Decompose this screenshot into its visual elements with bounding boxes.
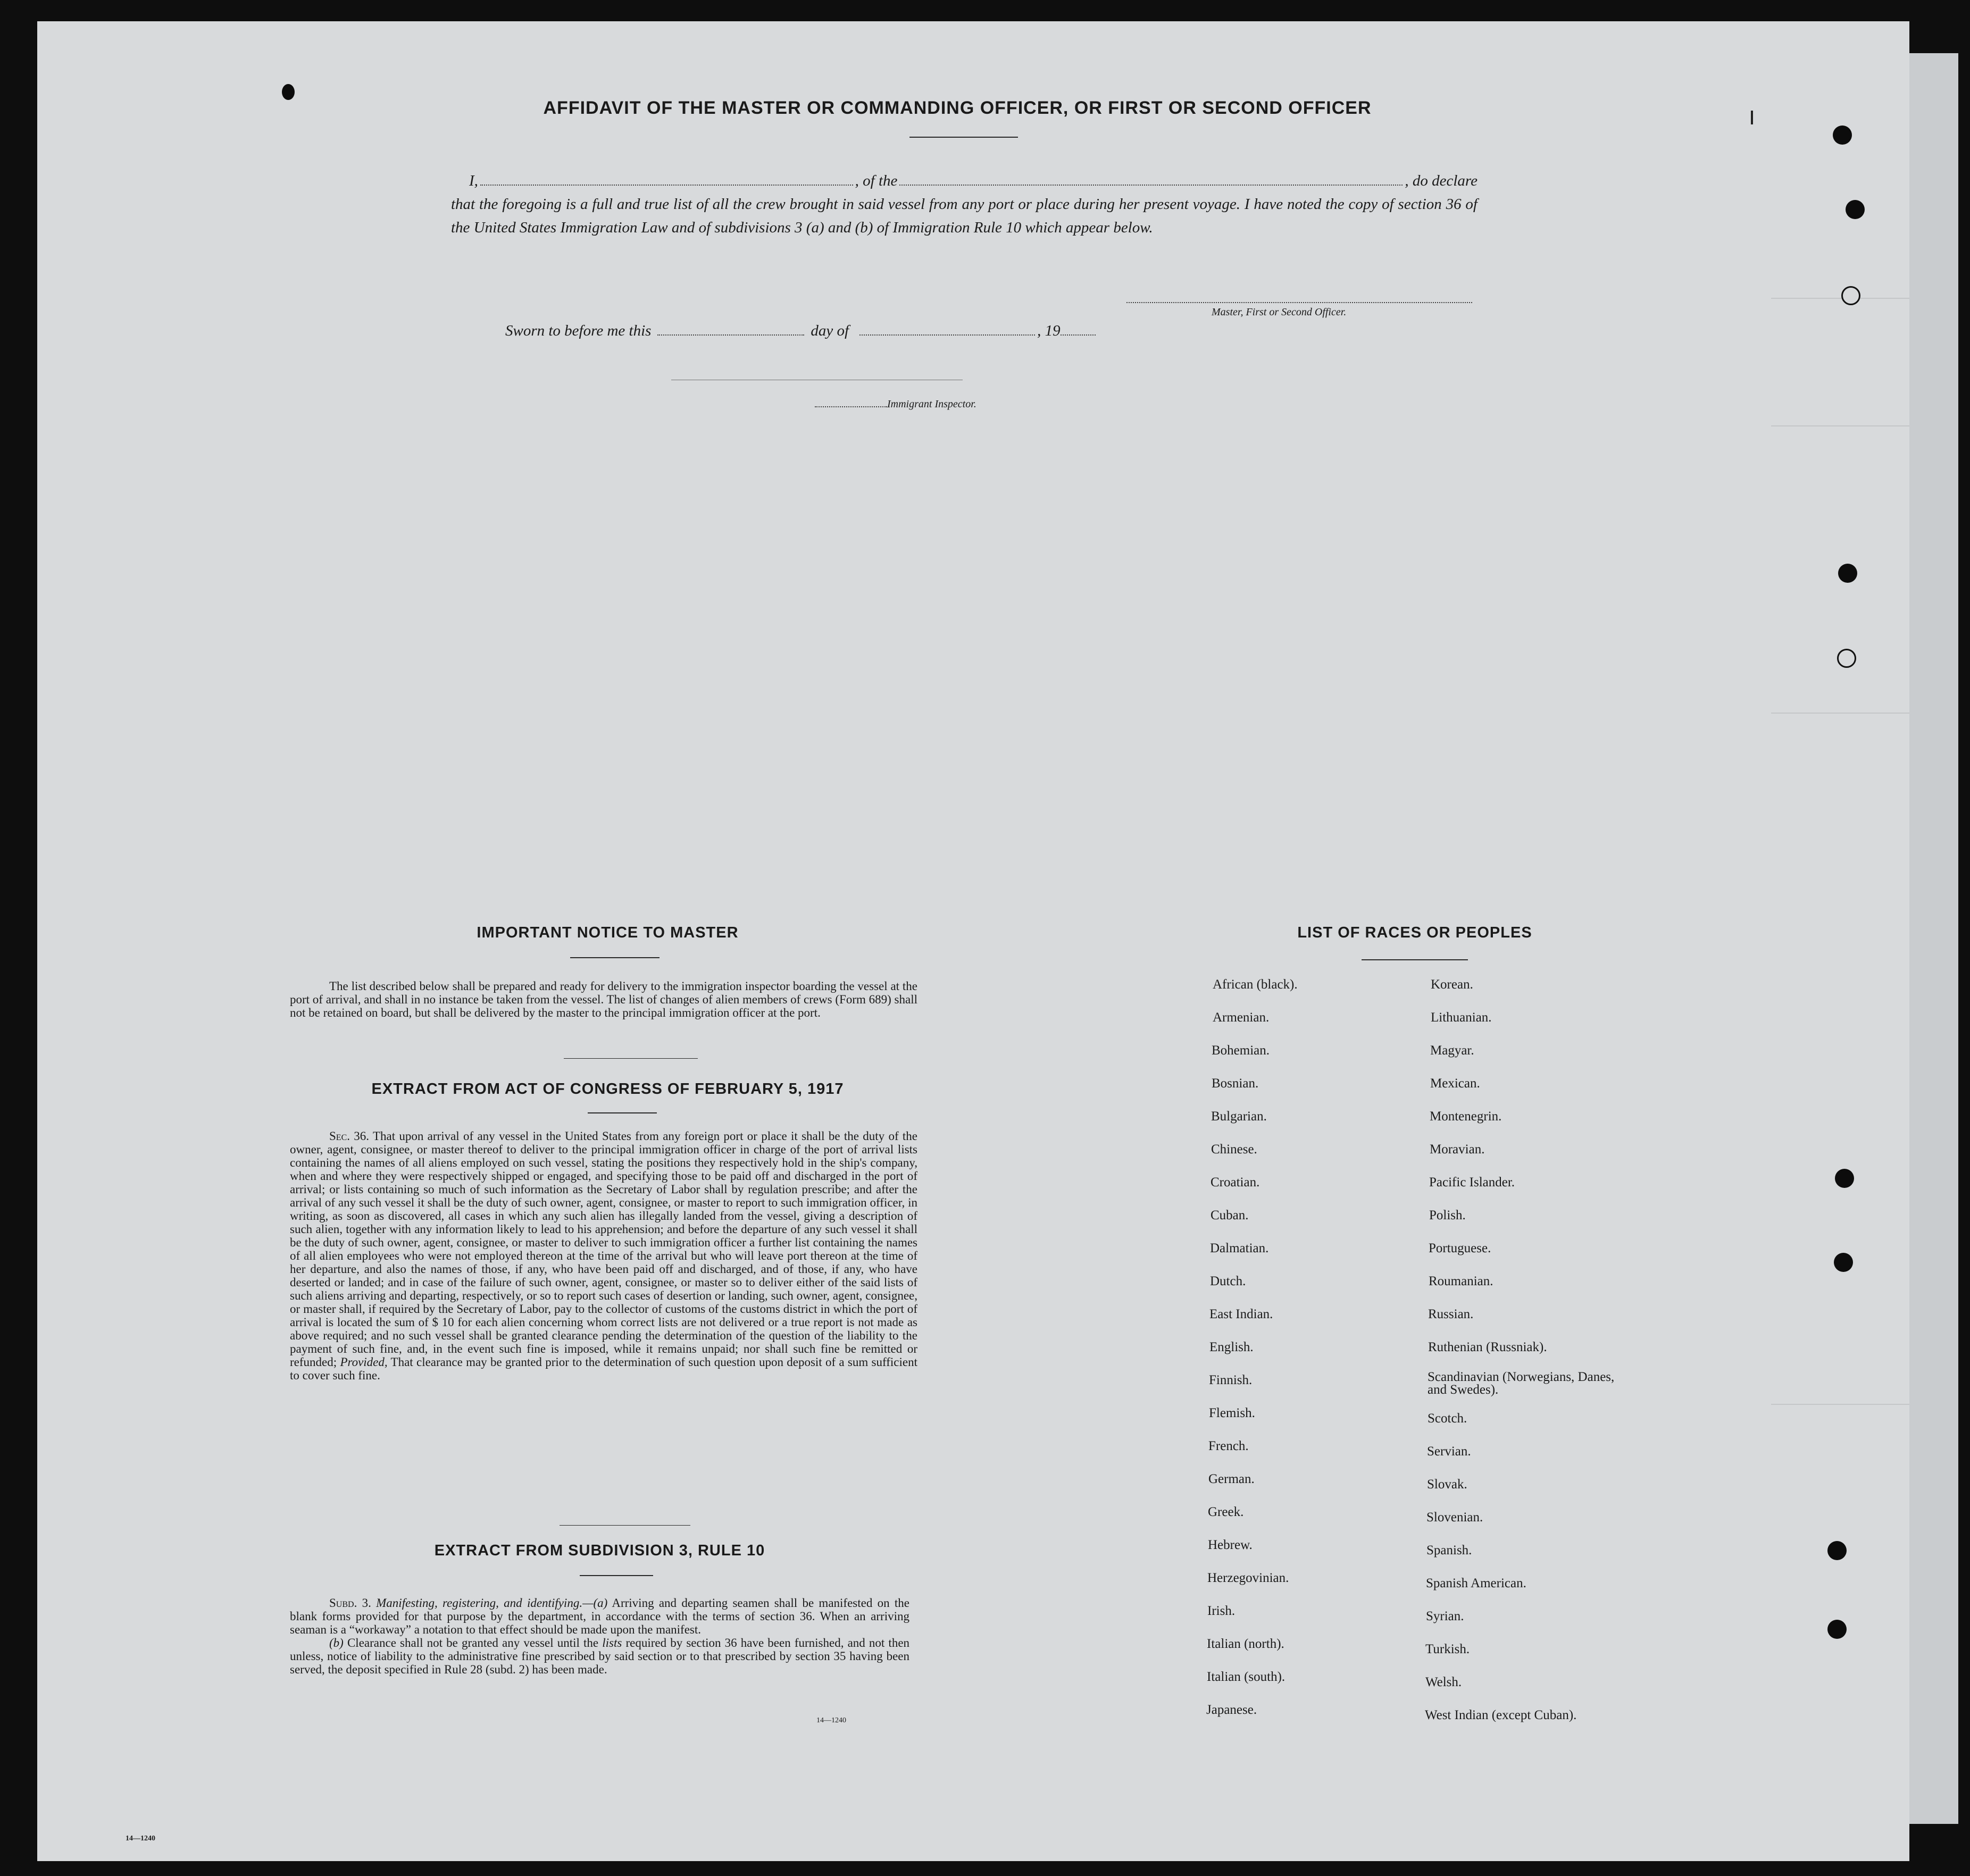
notice-title: IMPORTANT NOTICE TO MASTER xyxy=(477,924,739,941)
vessel-blank[interactable] xyxy=(899,173,1403,186)
race-item-right: Pacific Islander. xyxy=(1429,1175,1515,1190)
inspector-blank[interactable] xyxy=(815,398,887,407)
punch-hole xyxy=(1833,125,1852,145)
rule-rule xyxy=(580,1575,653,1576)
race-item-right: Spanish American. xyxy=(1426,1576,1526,1590)
race-item-right: Turkish. xyxy=(1425,1642,1470,1656)
year-label: , 19 xyxy=(1037,322,1061,339)
affidavit-i-label: I, xyxy=(469,172,478,189)
bleed-line xyxy=(1771,1404,1909,1405)
act-text-block xyxy=(290,1129,917,1382)
punch-hole xyxy=(1827,1541,1847,1560)
race-item-right: Slovak. xyxy=(1427,1477,1467,1492)
punch-hole xyxy=(1834,1253,1853,1272)
race-item-left: Hebrew. xyxy=(1208,1538,1253,1552)
provided-label: Provided, xyxy=(340,1355,388,1369)
race-item-right: Slovenian. xyxy=(1426,1510,1483,1525)
race-item-right: Roumanian. xyxy=(1429,1274,1493,1288)
race-item-left: Finnish. xyxy=(1209,1373,1253,1387)
affidavit-body-text: that the foregoing is a full and true list of all the crew brought in said vessel from any port or place during her present voyage. I have noted the copy of section 36 of the United States Immigration Law and of subdivisions 3 (a) and (b) of Immigration Rule 10 which appear below. xyxy=(451,196,1478,236)
race-item-left: African (black). xyxy=(1213,977,1298,992)
sworn-year-blank[interactable] xyxy=(1061,323,1096,336)
lists-word: lists xyxy=(602,1636,622,1649)
subdivision-label: Subd. 3. xyxy=(329,1596,371,1610)
punch-hole xyxy=(1837,649,1856,668)
bleed-line xyxy=(1771,713,1909,714)
race-item-left: Chinese. xyxy=(1211,1142,1257,1157)
section-label: Sec. 36. xyxy=(329,1129,370,1143)
race-item-left: Japanese. xyxy=(1206,1703,1257,1717)
form-number: 14—1240 xyxy=(816,1716,846,1724)
affidavit-declare-label: , do declare xyxy=(1405,172,1478,189)
punch-hole xyxy=(1827,1620,1847,1639)
races-list xyxy=(1206,977,1632,1732)
punch-hole xyxy=(1838,564,1857,583)
races-rule xyxy=(1362,959,1468,960)
affidavit-statement xyxy=(451,169,1478,239)
race-item-left: Italian (north). xyxy=(1207,1637,1284,1651)
act-text-main: That upon arrival of any vessel in the United States from any foreign port or place it shall be the duty of the owner, agent, consignee, or master thereof to deliver to the principal immigration officer in charge of the port of arrival lists containing the names of all aliens employed on such vessel, stating the positions they respectively hold in the ship's company, when and where they were respectively shipped or engaged, and specifying those to be paid off and discharged in the port of arrival; or lists containing so much of such information as the Secretary of Labor shall by regulation prescribe; and after the arrival of any such vessel it shall be the duty of such owner, agent, consignee, or master to report to such immigration officer, in writing, as soon as discovered, all cases in which any such alien has illegally landed from the vessel, giving a description of such alien, together with any information likely to lead to his apprehension; and before the departure of any such vessel it shall be the duty of such owner, agent, consignee, or master to deliver to such immigration officer a further list containing the names of all alien employees who were not employed thereon at the time of the arrival but who will leave port thereon at the time of her departure, and also the names of those, if any, who have been paid off and discharged, and of those, if any, who have deserted or landed; and in case of the failure of such owner, agent, consignee, or master so to deliver either of the said lists of such aliens arriving and departing, respectively, or so to report such cases of desertion or landing, such owner, agent, consignee, or master shall, if required by the Secretary of Labor, pay to the collector of customs of the customs district in which the port of arrival is located the sum of $ 10 for each alien concerning whom correct lists are not delivered or a true report is not made as above required; and no such vessel shall be granted clearance pending the determination of the question of the liability to the payment of such fine, and, in the event such fine is imposed, while it remains unpaid; nor shall such fine be remitted or refunded; xyxy=(290,1129,917,1369)
punch-hole xyxy=(1846,200,1865,219)
act-text-proviso: That clearance may be granted prior to the determination of such question upon deposit of a sum sufficient to cover such fine. xyxy=(290,1355,917,1382)
race-item-right: Portuguese. xyxy=(1429,1241,1491,1255)
race-item-left: French. xyxy=(1208,1439,1249,1453)
race-item-left: Bohemian. xyxy=(1212,1043,1270,1058)
clause-b-label: (b) xyxy=(329,1636,344,1649)
section-divider xyxy=(560,1525,690,1526)
race-item-right: West Indian (except Cuban). xyxy=(1425,1708,1577,1722)
act-extract-title: EXTRACT FROM ACT OF CONGRESS OF FEBRUARY 5, 1917 xyxy=(371,1081,844,1098)
inspector-line xyxy=(815,398,976,411)
race-item-right: Scandinavian (Norwegians, Danes, and Swedes). xyxy=(1428,1370,1615,1397)
sworn-month-blank[interactable] xyxy=(859,323,1035,336)
race-item-right: Polish. xyxy=(1429,1208,1466,1222)
subdivision-heading: Manifesting, registering, and identifying.—(a) xyxy=(376,1596,608,1610)
race-item-left: German. xyxy=(1208,1472,1255,1486)
title-rule xyxy=(909,137,1018,138)
rule-text-b2: required by section 36 have been furnished, and not then unless, notice of liability to the administrative fine prescribed by said section or to that prescribed by section 35 having been served, the deposit specified in Rule 28 (subd. 2) has been made. xyxy=(290,1636,910,1676)
punch-hole xyxy=(1841,286,1860,305)
sworn-line xyxy=(505,322,1096,340)
signature-blank[interactable] xyxy=(1126,291,1472,303)
race-item-right: Korean. xyxy=(1431,977,1473,992)
races-title: LIST OF RACES OR PEOPLES xyxy=(1297,924,1532,941)
race-item-right: Magyar. xyxy=(1430,1043,1474,1058)
rule-text-a: Arriving and departing seamen shall be manifested on the blank forms provided for that purpose by the department, in accordance with the terms of section 36. When an arriving seaman is a “workaway” a notation to that effect should be made upon the manifest. xyxy=(290,1596,909,1636)
affidavit-of-label: , of the xyxy=(855,172,898,189)
race-item-left: English. xyxy=(1209,1340,1254,1354)
race-item-left: Italian (south). xyxy=(1207,1670,1285,1684)
race-item-right: Mexican. xyxy=(1430,1076,1480,1091)
rule-text-block xyxy=(290,1596,909,1676)
race-item-right: Spanish. xyxy=(1426,1543,1472,1557)
race-item-left: Irish. xyxy=(1207,1604,1236,1618)
race-item-left: Bosnian. xyxy=(1212,1076,1259,1091)
race-item-right: Russian. xyxy=(1428,1307,1474,1321)
race-item-right: Ruthenian (Russniak). xyxy=(1428,1340,1547,1354)
bleed-line xyxy=(1771,298,1909,299)
race-item-left: Bulgarian. xyxy=(1211,1109,1267,1124)
punch-hole xyxy=(282,84,295,100)
notice-text: The list described below shall be prepared and ready for delivery to the immigration inspector boarding the vessel at the port of arrival, and shall in no instance be taken from the vessel. The list of changes of alien members of crews (Form 689) shall not be retained on board, but shall be delivered by the master to the principal immigration officer at the port. xyxy=(290,979,917,1019)
race-item-left: Cuban. xyxy=(1211,1208,1249,1222)
notice-rule xyxy=(570,957,660,958)
race-item-left: Dutch. xyxy=(1210,1274,1246,1288)
notice-text-block xyxy=(290,979,917,1019)
race-item-right: Montenegrin. xyxy=(1430,1109,1502,1124)
sworn-day-blank[interactable] xyxy=(657,323,804,336)
sworn-label: Sworn to before me this xyxy=(505,322,652,339)
punch-hole xyxy=(1835,1169,1854,1188)
section-divider xyxy=(564,1058,698,1059)
rule-text-b1: Clearance shall not be granted any vessel until the xyxy=(347,1636,599,1649)
race-item-right: Scotch. xyxy=(1428,1411,1467,1426)
race-item-left: Greek. xyxy=(1208,1505,1244,1519)
stray-mark xyxy=(1751,111,1753,124)
affidavit-title: AFFIDAVIT OF THE MASTER OR COMMANDING OFFICER, OR FIRST OR SECOND OFFICER xyxy=(543,98,1372,118)
race-item-right: Welsh. xyxy=(1425,1675,1462,1689)
race-item-left: Flemish. xyxy=(1209,1406,1255,1420)
name-blank[interactable] xyxy=(480,173,853,186)
race-item-left: East Indian. xyxy=(1209,1307,1273,1321)
signature-caption: Master, First or Second Officer. xyxy=(1212,306,1347,318)
corner-form-number: 14—1240 xyxy=(126,1835,155,1842)
race-item-right: Servian. xyxy=(1427,1444,1471,1459)
race-item-right: Syrian. xyxy=(1426,1609,1464,1623)
inspector-caption: Immigrant Inspector. xyxy=(887,398,976,410)
race-item-left: Croatian. xyxy=(1211,1175,1260,1190)
rule-extract-title: EXTRACT FROM SUBDIVISION 3, RULE 10 xyxy=(434,1542,765,1559)
race-item-left: Dalmatian. xyxy=(1210,1241,1269,1255)
race-item-right: Moravian. xyxy=(1430,1142,1485,1157)
race-item-left: Armenian. xyxy=(1213,1010,1270,1025)
race-item-left: Herzegovinian. xyxy=(1207,1571,1289,1585)
race-item-right: Lithuanian. xyxy=(1431,1010,1492,1025)
day-of-label: day of xyxy=(811,322,849,339)
act-rule xyxy=(588,1112,657,1113)
bleed-line xyxy=(1771,425,1909,426)
